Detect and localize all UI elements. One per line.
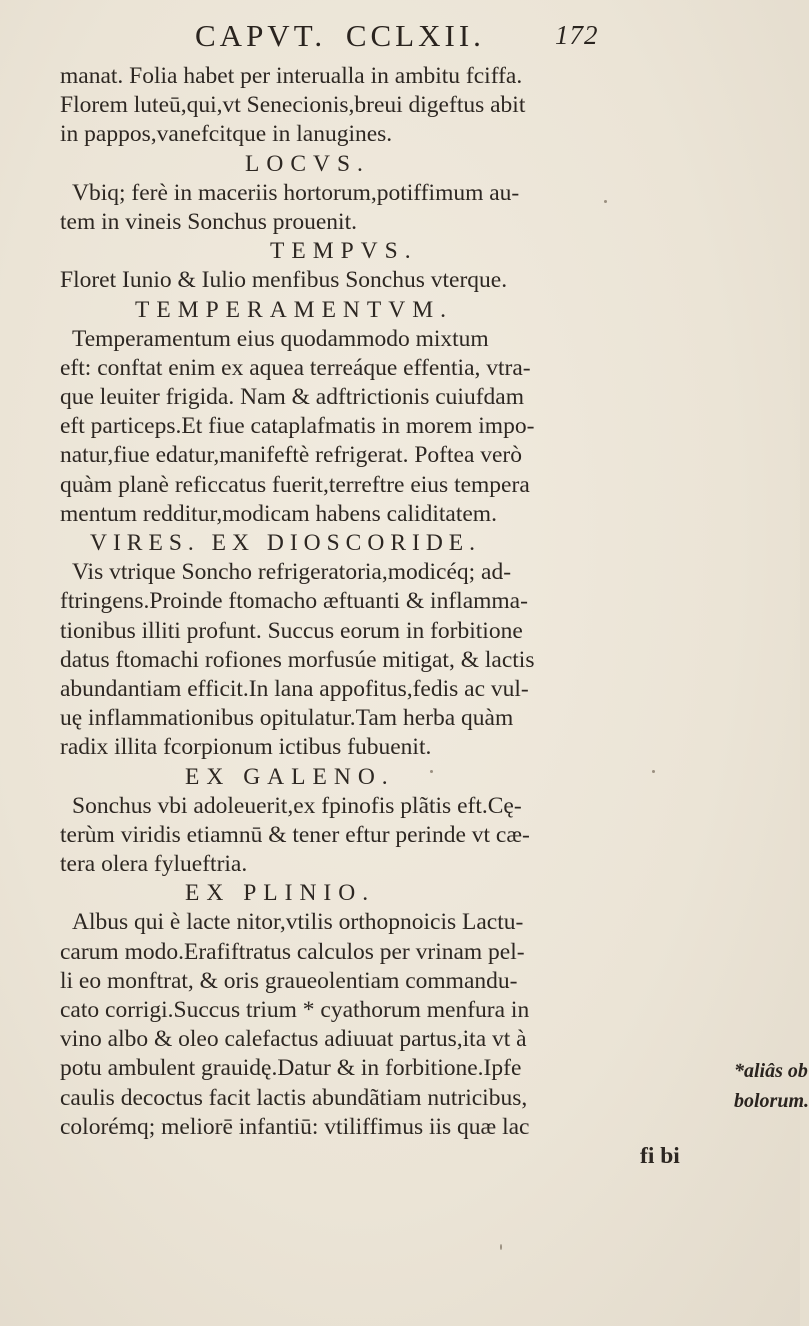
paper-speck xyxy=(652,770,655,773)
text-line: tera olera fylueftria. xyxy=(60,851,248,878)
section-heading-plinio: EX PLINIO. xyxy=(185,880,376,907)
paper-speck xyxy=(430,770,433,773)
text-line: li eo monftrat, & oris graueolentiam commandu- xyxy=(60,967,518,994)
text-line: potu ambulent grauidę.Datur & in forbitione.Ipfe xyxy=(60,1055,522,1082)
section-heading-vires: VIRES. EX DIOSCORIDE. xyxy=(90,530,482,556)
text-line: colorémq; meliorē infantiū: vtiliffimus iis quæ lac xyxy=(60,1113,530,1140)
text-line: Florem luteū,qui,vt Senecionis,breui digeftus abit xyxy=(60,92,526,119)
text-line: uę inflammationibus opitulatur.Tam herba quàm xyxy=(60,705,514,732)
text-line: Vbiq; ferè in maceriis hortorum,potiffimum au- xyxy=(72,179,520,206)
text-line: radix illita fcorpionum ictibus fubuenit. xyxy=(60,734,432,761)
text-line: Sonchus vbi adoleuerit,ex fpinofis plãtis eft.Cę- xyxy=(72,792,522,819)
text-line: ftringens.Proinde ftomacho æftuanti & inflamma- xyxy=(60,588,528,615)
text-line: in pappos,vanefcitque in lanugines. xyxy=(60,121,393,148)
text-line: carum modo.Erafiftratus calculos per vrinam pel- xyxy=(60,938,525,965)
catchword: fi bi xyxy=(640,1142,680,1169)
header-caput: CAPVT. xyxy=(195,18,327,53)
text-line: manat. Folia habet per interualla in ambitu fciffa. xyxy=(60,63,523,89)
section-heading-locus: LOCVS. xyxy=(245,150,370,177)
running-header xyxy=(195,18,635,54)
text-line: abundantiam efficit.In lana appofitus,fedis ac vul- xyxy=(60,675,529,702)
section-heading-temperamentum: TEMPERAMENTVM. xyxy=(135,296,453,323)
text-line: vino albo & oleo calefactus adiuuat partus,ita vt à xyxy=(60,1026,527,1053)
text-line: quàm planè reficcatus fuerit,terreftre eius tempera xyxy=(60,471,530,498)
text-line: natur,fiue edatur,manifeftè refrigerat. Poftea verò xyxy=(60,442,523,469)
text-line: eft particeps.Et fiue cataplafmatis in morem impo- xyxy=(60,413,535,440)
text-line: Floret Iunio & Iulio menfibus Sonchus vterque. xyxy=(60,267,508,294)
page-number: 172 xyxy=(555,20,599,50)
text-line: caulis decoctus facit lactis abundãtiam nutricibus, xyxy=(60,1084,528,1111)
margin-note: *aliâs ob xyxy=(734,1060,808,1082)
section-heading-tempus: TEMPVS. xyxy=(270,238,418,265)
text-line: tem in vineis Sonchus prouenit. xyxy=(60,208,357,235)
text-line: que leuiter frigida. Nam & adftrictionis cuiufdam xyxy=(60,384,524,411)
text-line: mentum redditur,modicam habens caliditatem. xyxy=(60,500,497,527)
text-line: tionibus illiti profunt. Succus eorum in forbitione xyxy=(60,617,523,644)
text-line: datus ftomachi rofiones morfusúe mitigat, & lactis xyxy=(60,646,535,673)
text-line: Albus qui è lacte nitor,vtilis orthopnoicis Lactu- xyxy=(72,909,524,936)
margin-note: bolorum. xyxy=(734,1090,809,1112)
text-line: Temperamentum eius quodammodo mixtum xyxy=(72,325,489,352)
section-heading-galeno: EX GALENO. xyxy=(185,763,395,790)
header-chapter-number: CCLXII. xyxy=(345,18,485,53)
paper-speck xyxy=(604,200,607,203)
text-line: eft: conftat enim ex aquea terreáque effentia, vtra- xyxy=(60,354,531,381)
text-line: Vis vtrique Soncho refrigeratoria,modicéq; ad- xyxy=(72,559,512,586)
body-text xyxy=(60,62,700,1171)
paper-speck xyxy=(500,1244,502,1250)
text-line: terùm viridis etiamnū & tener eftur perinde vt cæ- xyxy=(60,821,530,848)
text-line: cato corrigi.Succus trium * cyathorum menfura in xyxy=(60,997,530,1023)
